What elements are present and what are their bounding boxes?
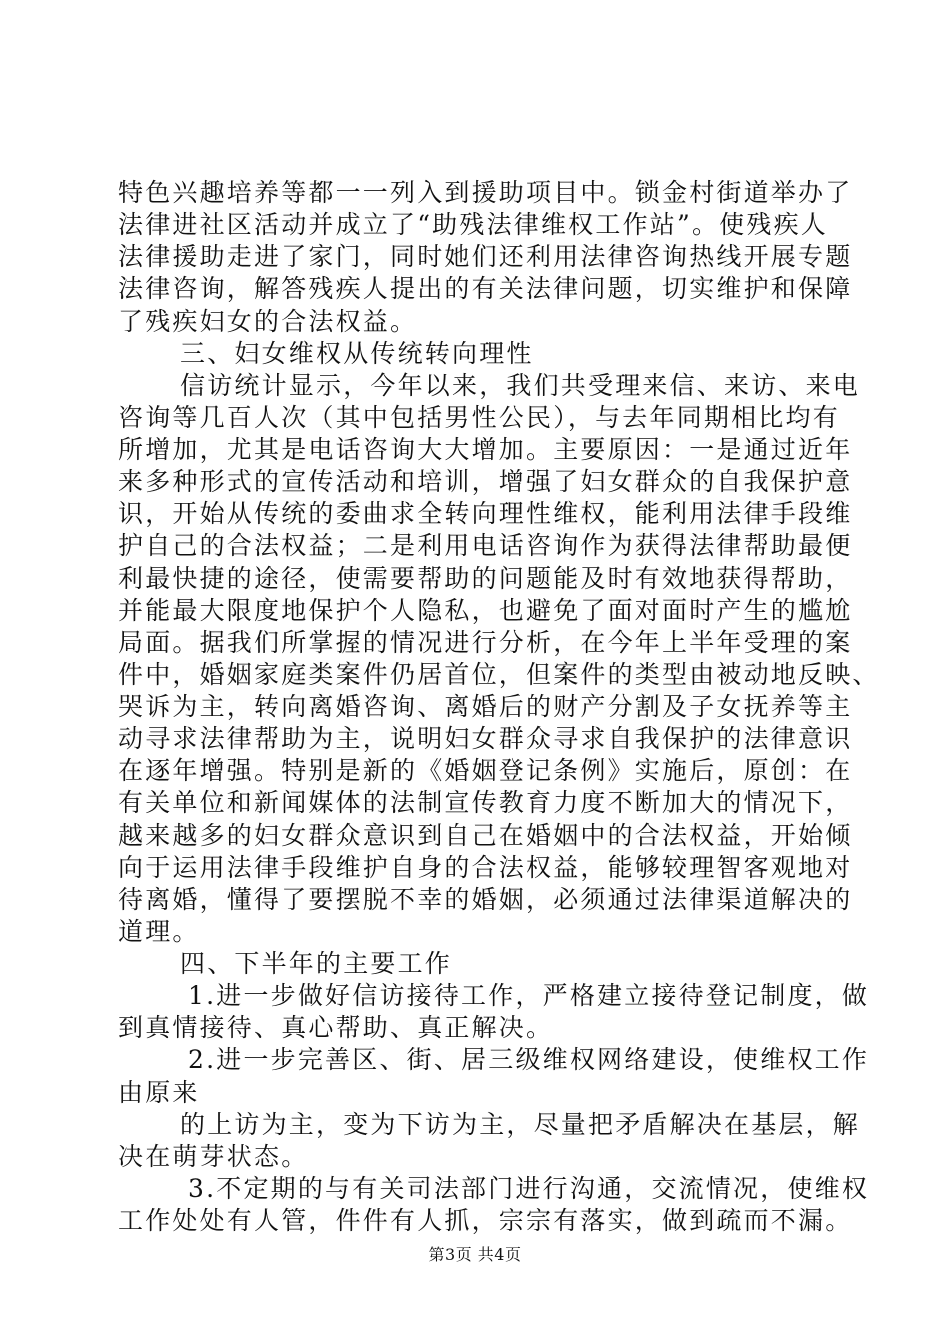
body-text-line: 护自己的合法权益；二是利用电话咨询作为获得法律帮助最便 [118, 531, 853, 561]
section-heading: 四、下半年的主要工作 [180, 949, 453, 978]
list-item-text: 到真情接待、真心帮助、真正解决。 [118, 1013, 554, 1043]
list-item-text: 决在萌芽状态。 [118, 1141, 309, 1171]
body-text-line: 在逐年增强。特别是新的《婚姻登记条例》实施后，原创：在 [118, 756, 853, 786]
body-text-line: 道理。 [118, 916, 200, 946]
body-text-line: 向于运用法律手段维护自身的合法权益，能够较理智客观地对 [118, 852, 853, 882]
body-text-line: 咨询等几百人次（其中包括男性公民），与去年同期相比均有 [118, 402, 840, 432]
body-text-line: 法律进社区活动并成立了“助残法律维权工作站”。使残疾人 [118, 210, 828, 240]
body-text-line: 所增加，尤其是电话咨询大大增加。主要原因：一是通过近年 [118, 435, 853, 464]
body-text-line: 法律援助走进了家门，同时她们还利用法律咨询热线开展专题 [118, 242, 853, 272]
body-text-line: 动寻求法律帮助为主，说明妇女群众寻求自我保护的法律意识 [118, 724, 853, 754]
body-text-line: 有关单位和新闻媒体的法制宣传教育力度不断加大的情况下， [118, 788, 853, 818]
list-item-text: 3.不定期的与有关司法部门进行沟通，交流情况，使维权 [188, 1173, 870, 1203]
list-item-text: 2.进一步完善区、街、居三级维权网络建设，使维权工作 [188, 1045, 870, 1075]
body-text-line: 待离婚，懂得了要摆脱不幸的婚姻，必须通过法律渠道解决的 [118, 884, 853, 914]
body-text-line: 并能最大限度地保护个人隐私，也避免了面对面时产生的尴尬 [118, 595, 853, 625]
section-heading: 三、妇女维权从传统转向理性 [180, 338, 534, 368]
list-item-text: 工作处处有人管，件件有人抓，宗宗有落实，做到疏而不漏。 [118, 1206, 853, 1235]
body-text-line: 识，开始从传统的委曲求全转向理性维权，能利用法律手段维 [118, 499, 853, 529]
list-item-text: 由原来 [118, 1077, 200, 1107]
body-text-line: 件中，婚姻家庭类案件仍居首位，但案件的类型由被动地反映、 [118, 659, 880, 689]
body-text-line: 法律咨询，解答残疾人提出的有关法律问题，切实维护和保障 [118, 274, 853, 304]
body-text-line: 利最快捷的途径，使需要帮助的问题能及时有效地获得帮助， [118, 563, 853, 593]
page-number-footer: 第3页 共4页 [428, 1245, 522, 1264]
body-text-line: 特色兴趣培养等都一一列入到援助项目中。锁金村街道举办了 [118, 178, 853, 207]
list-item-text: 的上访为主，变为下访为主，尽量把矛盾解决在基层，解 [180, 1109, 861, 1139]
body-text-line: 越来越多的妇女群众意识到自己在婚姻中的合法权益，开始倾 [118, 820, 853, 850]
list-item-text: 1.进一步做好信访接待工作，严格建立接待登记制度，做 [188, 981, 870, 1011]
body-text-line: 信访统计显示，今年以来，我们共受理来信、来访、来电 [180, 370, 861, 400]
body-text-line: 哭诉为主，转向离婚咨询、离婚后的财产分割及子女抚养等主 [118, 692, 853, 721]
body-text-line: 来多种形式的宣传活动和培训，增强了妇女群众的自我保护意 [118, 467, 853, 497]
body-text-line: 了残疾妇女的合法权益。 [118, 306, 418, 336]
body-text-line: 局面。据我们所掌握的情况进行分析，在今年上半年受理的案 [118, 627, 853, 657]
